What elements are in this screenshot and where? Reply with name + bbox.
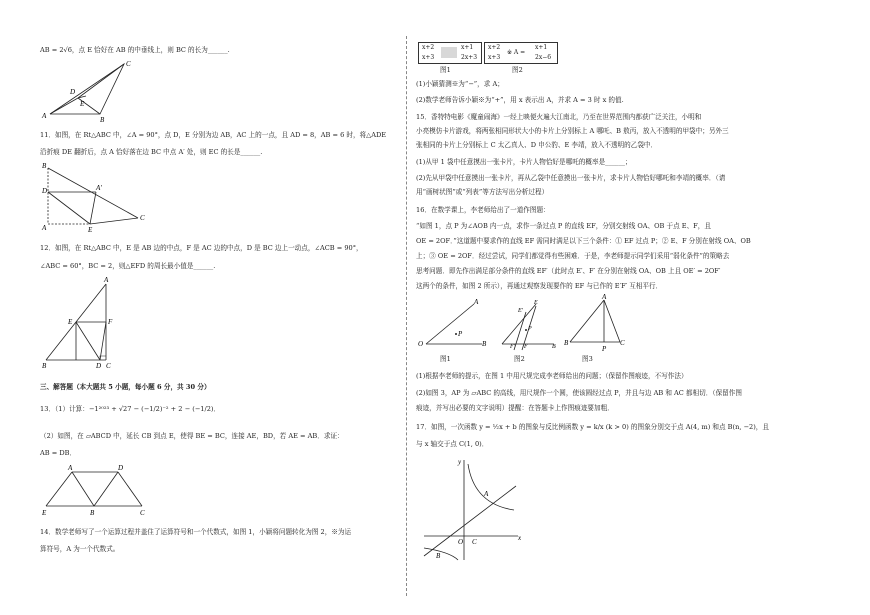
fig17-label: B <box>436 552 441 560</box>
figure-12 <box>42 278 122 370</box>
problem-12-line2: ∠ABC = 60°，BC = 2，则△EFD 的周长最小值是______. <box>40 262 216 270</box>
fig16-caption-1: 图1 <box>440 355 451 363</box>
fig13-label: E <box>42 509 47 517</box>
fig16-caption-3: 图3 <box>582 355 593 363</box>
fig14-cover <box>441 47 457 58</box>
fig11-label: A <box>42 224 47 232</box>
fig16-label: P <box>458 330 463 338</box>
fig14-box1-den2: 2x+3 <box>461 54 478 61</box>
fig12-label: A <box>104 276 109 284</box>
fig12-label: C <box>106 362 111 370</box>
problem-14-line2: 算符号，A 为一个代数式。 <box>40 545 120 553</box>
fig13-label: A <box>68 464 73 472</box>
problem-15-line2: 小亮模仿卡片游戏，将两张相同形状大小的卡片上分别标上 A 哪吒、B 敖丙，放入不透明的甲袋中；另外三 <box>416 127 729 135</box>
column-divider <box>406 36 407 596</box>
fig16-label: O <box>418 340 424 348</box>
left-column <box>40 0 400 615</box>
q16-part2-line2: 痕迹，并写出必要的文字说明）提醒：在答题卡上作图痕迹要加粗． <box>416 404 614 412</box>
problem-13-part2-line2: AB = DB． <box>40 449 77 457</box>
problem-11-line2: 沿折痕 DE 翻折后，点 A 恰好落在边 BC 中点 A′ 处，则 EC 的长是______. <box>40 148 263 156</box>
fig14-box2-den: x+3 <box>488 54 501 61</box>
fig14-box2-num: x+2 <box>488 44 501 51</box>
fig12-label: D <box>96 362 102 370</box>
fig16-label: E′ <box>518 308 523 314</box>
problem-16-intro: 16．在数学课上，李老师给出了一道作图题： <box>416 206 550 214</box>
q15-part2-line1: (2)先从甲袋中任意摸出一张卡片，再从乙袋中任意摸出一张卡片，求卡片人物恰好哪吒和李靖的概率．（请 <box>416 174 726 182</box>
problem-16-line4: 思考问题．即先作出满足部分条件的直线 EF′（此时点 E′、F′ 在分别在射线 OA、OB 上且 OE′ = 2OF′ <box>416 267 721 275</box>
fig10-label: E <box>80 100 85 108</box>
fig17-label: O <box>458 538 464 546</box>
problem-17-line2: 与 x 轴交于点 C(1, 0)． <box>416 440 489 448</box>
problem-10-tail: AB = 2√6，点 E 恰好在 AB 的中垂线上，则 BC 的长为______. <box>40 46 230 54</box>
fig11-label: C <box>140 214 145 222</box>
fig16-label: B <box>482 340 487 348</box>
fig14-box2-num2: x+1 <box>535 44 548 51</box>
fig11-label: E <box>88 226 93 234</box>
q15-part2-line2: 用“画树状图”或“列表”等方法写出分析过程） <box>416 188 549 196</box>
figure-13 <box>42 466 152 516</box>
problem-13-part1: 13．（1）计算：−1²⁰²³ + √27 − (−1/2)⁻² + 2 − (−1/2)． <box>40 405 221 413</box>
figure-16-2 <box>496 300 558 356</box>
q16-part1: (1)根据李老师的提示，在图 1 中用尺规完成李老师给出的问题；（保留作图痕迹，不写作法） <box>416 372 688 380</box>
fig14-box1-den: x+3 <box>422 54 435 61</box>
q16-part2-line1: (2)如图 3，AP 为 ▱ABC 的高线，用尺规作一个圆，使该圆经过点 P，并且与边 AB 和 AC 都相切．（保留作图 <box>416 389 742 397</box>
q14-part2: (2)数学老师告诉小颖※为“+”，用 x 表示出 A，并求 A = 3 时 x 的值. <box>416 96 624 104</box>
fig16-label: B <box>564 339 569 347</box>
fig16-label: C <box>620 339 625 347</box>
fig11-label: B <box>42 162 47 170</box>
problem-16-line2: OE = 2OF．”这道题中要求作的直线 EF 需同时满足以下三个条件：① EF 过点 P；② E、F 分别在射线 OA、OB <box>416 237 751 245</box>
fig10-label: A <box>42 112 47 120</box>
right-column <box>416 0 836 615</box>
q14-part1: (1)小颖猜测※为“−”，求 A； <box>416 80 504 88</box>
fig10-label: D <box>70 88 76 96</box>
figure-16-3 <box>564 293 626 356</box>
figure-11 <box>42 162 152 234</box>
q15-part1: (1)从甲 1 袋中任意摸出一张卡片，卡片人物恰好是哪吒的概率是______； <box>416 158 632 166</box>
problem-15-line3: 张相同的卡片上分别标上 C 太乙真人、D 申公豹、E 李靖，放入不透明的乙袋中． <box>416 141 658 149</box>
fig14-box2 <box>484 42 558 64</box>
fig12-label: E <box>68 318 73 326</box>
fig17-label: x <box>518 534 522 542</box>
section-3-heading: 三、解答题（本大题共 5 小题，每小题 6 分，共 30 分） <box>40 383 211 391</box>
fig13-label: C <box>140 509 145 517</box>
fig16-label: B <box>552 344 556 350</box>
problem-16-line3: 上；③ OE = 2OF．经过尝试，同学们都觉得有些困难．于是，李老师提示同学们采用“弱化条件”的策略去 <box>416 252 730 260</box>
fig16-label: P <box>602 345 607 353</box>
fig16-caption-2: 图2 <box>514 355 525 363</box>
fig10-label: B <box>100 116 105 124</box>
fig17-label: A <box>484 490 489 498</box>
fig17-label: y <box>458 458 462 466</box>
fig16-label: E <box>534 300 538 306</box>
fig11-label: D <box>42 187 48 195</box>
problem-14-line1: 14．数学老师写了一个运算过程并盖住了运算符号和一个代数式，如图 1，小颖将问题转化为图 2，※为运 <box>40 528 352 536</box>
problem-16-line1: “如图 1，点 P 为∠AOB 内一点，求作一条过点 P 的直线 EF，分别交射线 OA、OB 于点 E、F，且 <box>416 222 711 230</box>
problem-15-line1: 15．香特特电影《魔童闹海》一经上映便火遍大江南北，乃至在世界范围内都获广泛关注，小明和 <box>416 113 702 121</box>
fig12-label: B <box>42 362 47 370</box>
figure-16-1 <box>418 300 488 356</box>
problem-12-line1: 12．如图，在 Rt△ABC 中，E 是 AB 边的中点，F 是 AC 边的中点，D 是 BC 边上一动点，∠ACB = 90°， <box>40 244 363 252</box>
fig14-box1-num: x+2 <box>422 44 435 51</box>
fig10-label: C <box>126 60 131 68</box>
fig12-label: F <box>108 318 113 326</box>
fig16-label: F′ <box>510 344 515 350</box>
fig13-label: B <box>90 509 95 517</box>
fig16-label: P <box>528 326 532 332</box>
problem-11-line1: 11．如图，在 Rt△ABC 中，∠A = 90°，点 D，E 分别为边 AB，AC 上的一点，且 AD = 8，AB = 6 时，将△ADE <box>40 131 387 139</box>
fig16-label: A <box>474 298 479 306</box>
fig14-box1 <box>418 42 482 64</box>
fig13-label: D <box>118 464 124 472</box>
fig17-label: C <box>472 538 477 546</box>
fig14-caption-2: 图2 <box>512 66 523 74</box>
fig14-box1-num2: x+1 <box>461 44 474 51</box>
problem-17-line1: 17．如图，一次函数 y = ½x + b 的图象与反比例函数 y = k/x (k > 0) 的图象分别交于点 A(4, m) 和点 B(n, −2)，且 <box>416 423 769 431</box>
figure-10 <box>42 60 142 124</box>
problem-16-line5: 这两个的条件，如图 2 所示），再通过观察发现要作的 EF 与已作的 E′F′ 互相平行． <box>416 282 663 290</box>
fig11-label: A′ <box>96 184 102 192</box>
problem-13-part2-line1: （2）如图，在 ▱ABCD 中，延长 CB 到点 E，使得 BE = BC，连接 AE，BD，若 AE = AB．求证： <box>40 432 344 440</box>
fig16-label: F <box>524 344 528 350</box>
fig14-caption-1: 图1 <box>440 66 451 74</box>
fig14-box2-op: ※ A = <box>507 49 526 56</box>
fig16-label: A <box>602 293 607 301</box>
fig14-box2-den2: 2x−6 <box>535 54 552 61</box>
figure-17 <box>422 456 522 566</box>
